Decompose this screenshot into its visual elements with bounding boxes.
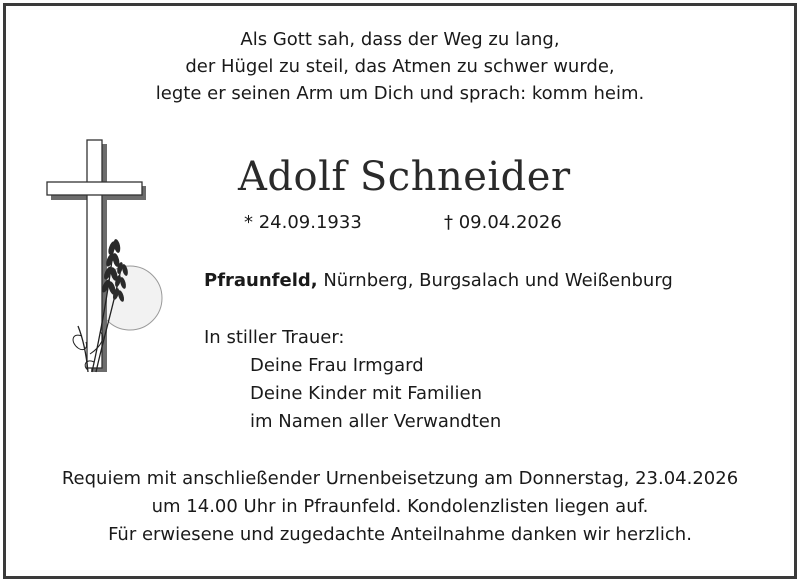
birth-date: * 24.09.1933 <box>244 212 362 233</box>
poem-line: legte er seinen Arm um Dich und sprach: komm heim. <box>155 83 645 104</box>
death-date: † 09.04.2026 <box>444 212 562 233</box>
places-rest: Nürnberg, Burgsalach und Weißenburg <box>317 270 673 291</box>
places <box>204 270 673 291</box>
deceased-name: Adolf Schneider <box>238 154 571 200</box>
places-primary: Pfraunfeld, <box>204 270 318 291</box>
footer-line: Für erwiesene und zugedachte Anteilnahme danken wir herzlich. <box>108 524 692 545</box>
poem-line: Als Gott sah, dass der Weg zu lang, <box>240 29 560 50</box>
mourner-line: Deine Kinder mit Familien <box>250 383 483 404</box>
mourner-line: Deine Frau Irmgard <box>250 355 424 376</box>
mourners <box>204 324 501 436</box>
poem <box>6 26 794 107</box>
obituary-card <box>3 3 797 579</box>
mourners-heading: In stiller Trauer: <box>204 327 345 348</box>
service-notice <box>6 465 794 549</box>
poem-line: der Hügel zu steil, das Atmen zu schwer wurde, <box>185 56 615 77</box>
footer-line: um 14.00 Uhr in Pfraunfeld. Kondolenzlisten liegen auf. <box>151 496 649 517</box>
cross-with-wheat-icon <box>42 136 167 385</box>
footer-line: Requiem mit anschließender Urnenbeisetzung am Donnerstag, 23.04.2026 <box>61 468 739 489</box>
mourner-line: im Namen aller Verwandten <box>250 411 502 432</box>
